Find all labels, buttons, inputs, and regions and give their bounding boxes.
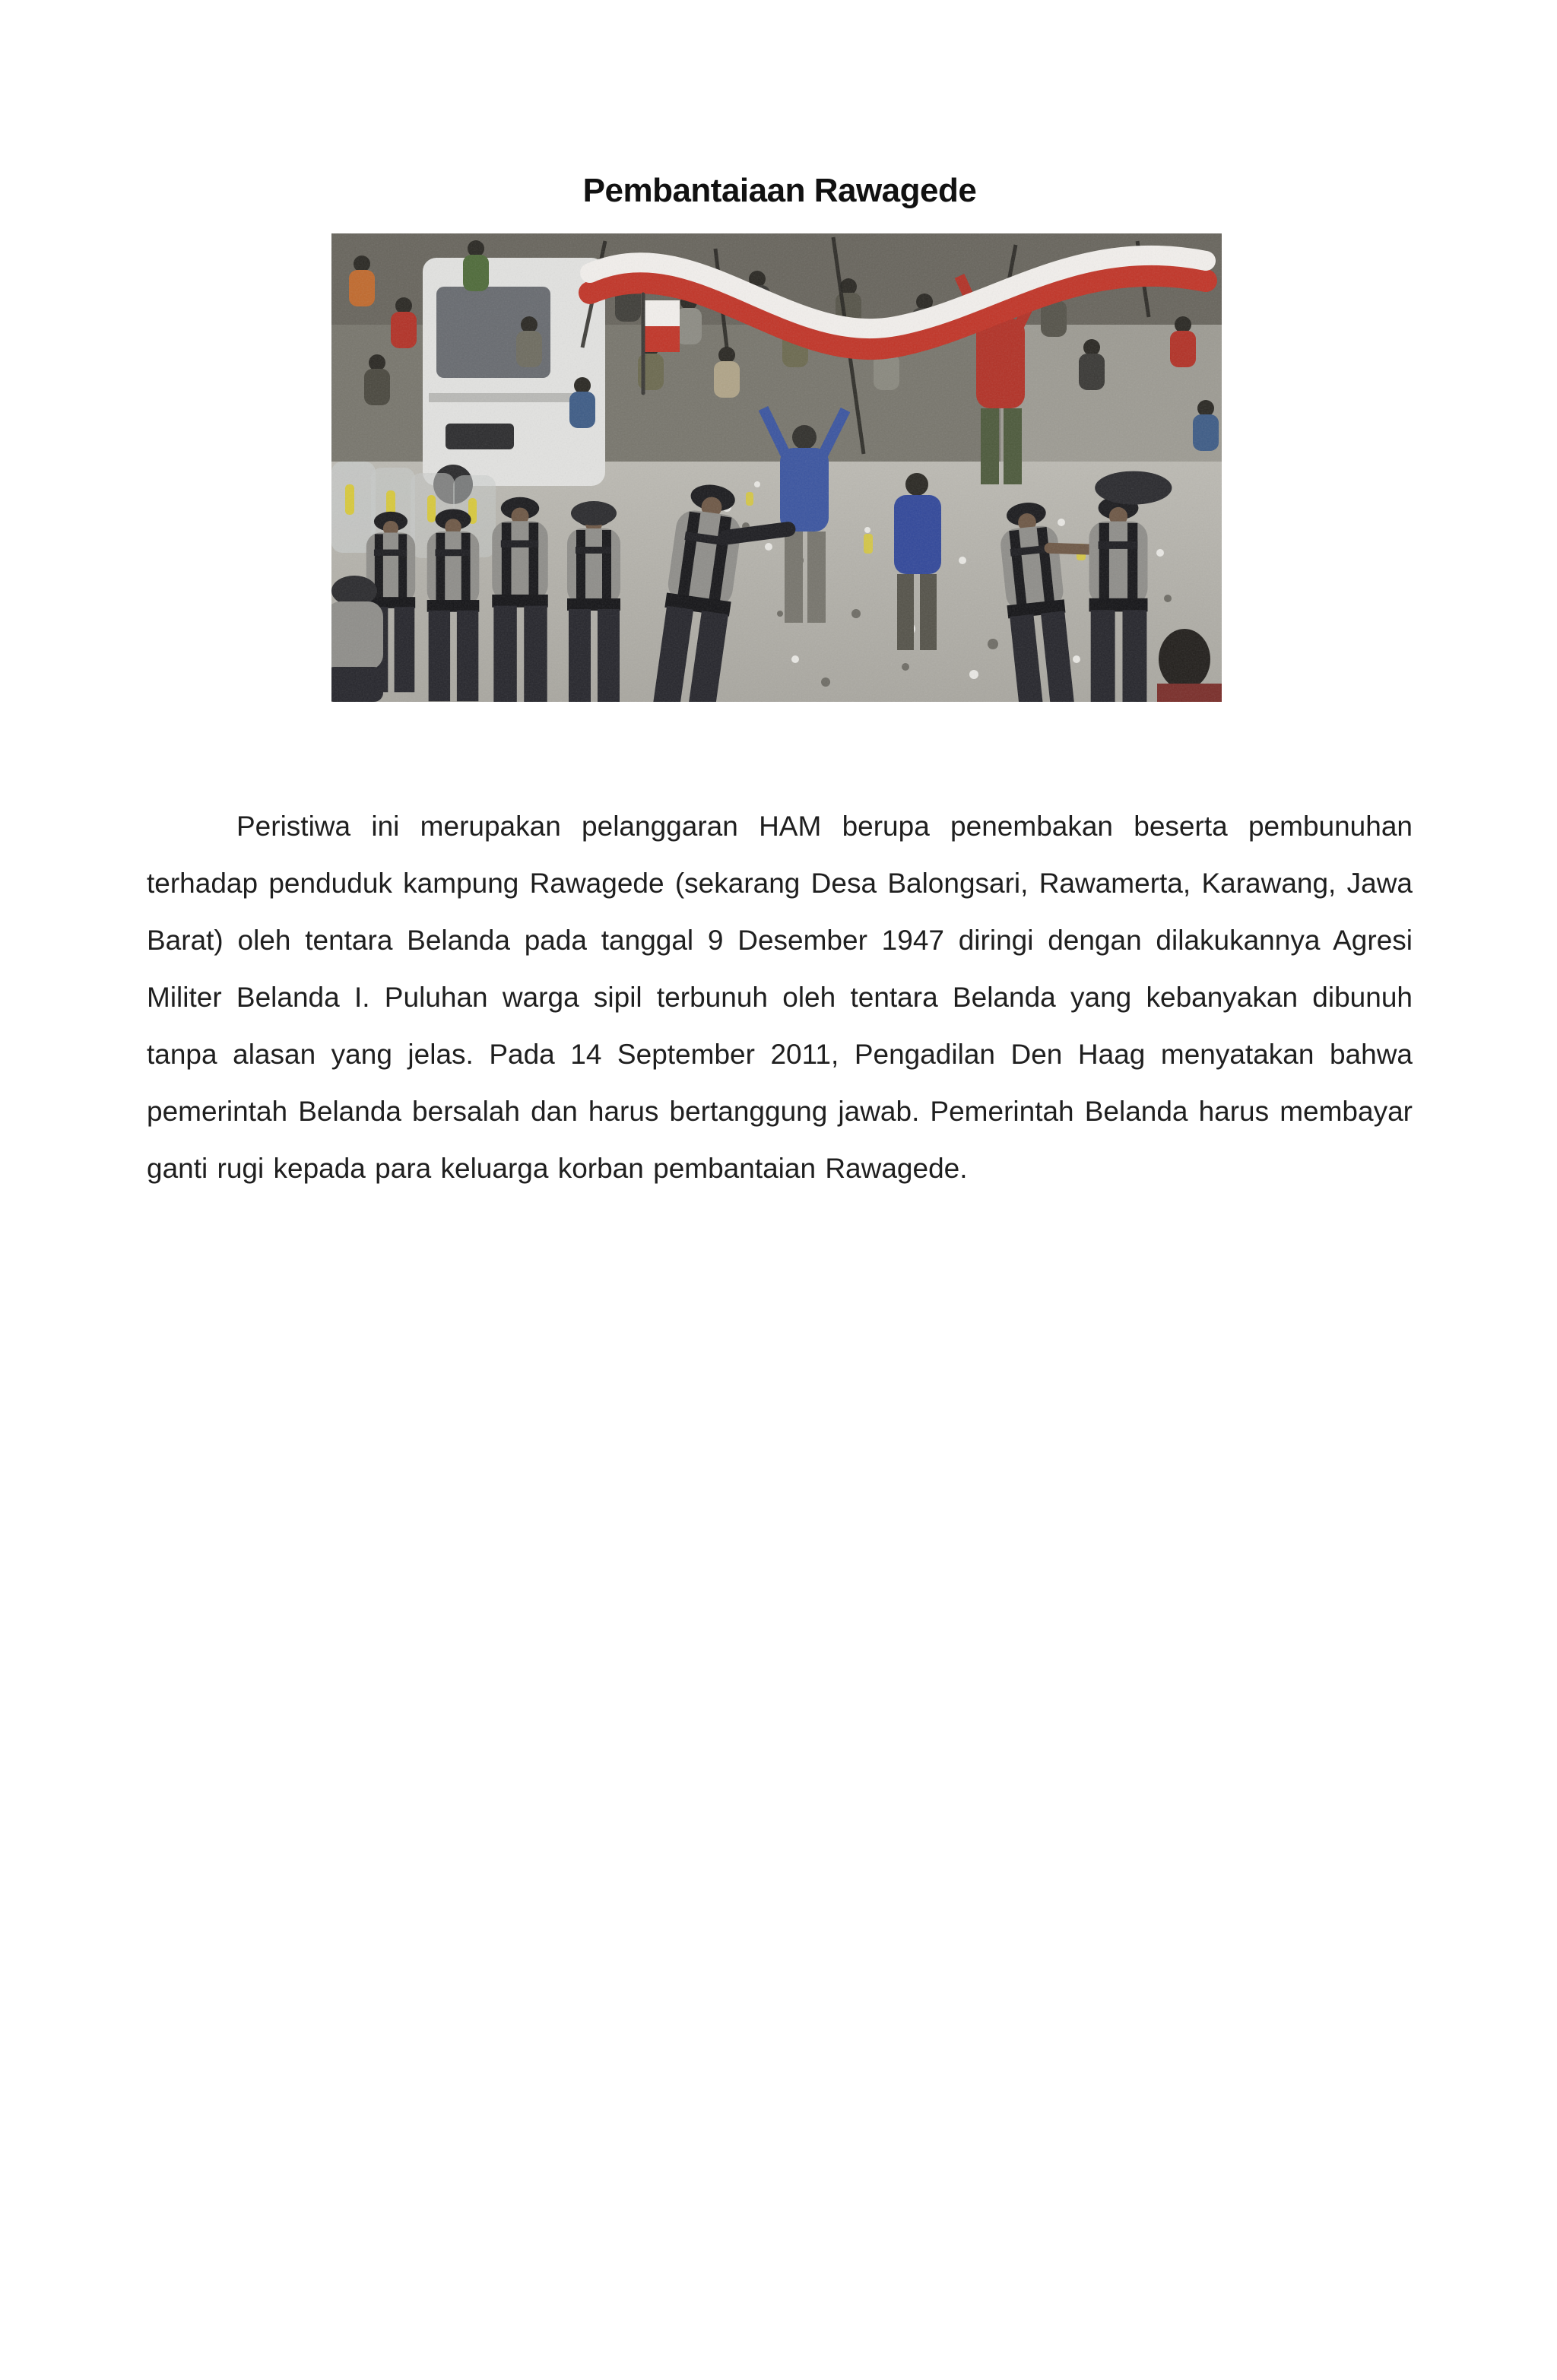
grain-overlay [331,233,1222,702]
riot-photo-illustration [331,233,1222,702]
article-paragraph: Peristiwa ini merupakan pelanggaran HAM berupa penembakan beserta pembunuhan terhadap penduduk kampung Rawagede (sekarang Desa Balongsari, Rawamerta, Karawang, Jawa Barat) oleh tentara Belanda pada tanggal 9 Desember 1947 diringi dengan dilakukannya Agresi Militer Belanda I. Puluhan warga sipil terbunuh oleh tentara Belanda yang kebanyakan dibunuh tanpa alasan yang jelas. Pada 14 September 2011, Pengadilan Den Haag menyatakan bahwa pemerintah Belanda bersalah dan harus bertanggung jawab. Pemerintah Belanda harus membayar ganti rugi kepada para keluarga korban pembantaian Rawagede. [147,811,1413,1184]
page-title: Pembantaiaan Rawagede [582,172,977,210]
article-photo [331,233,1222,702]
